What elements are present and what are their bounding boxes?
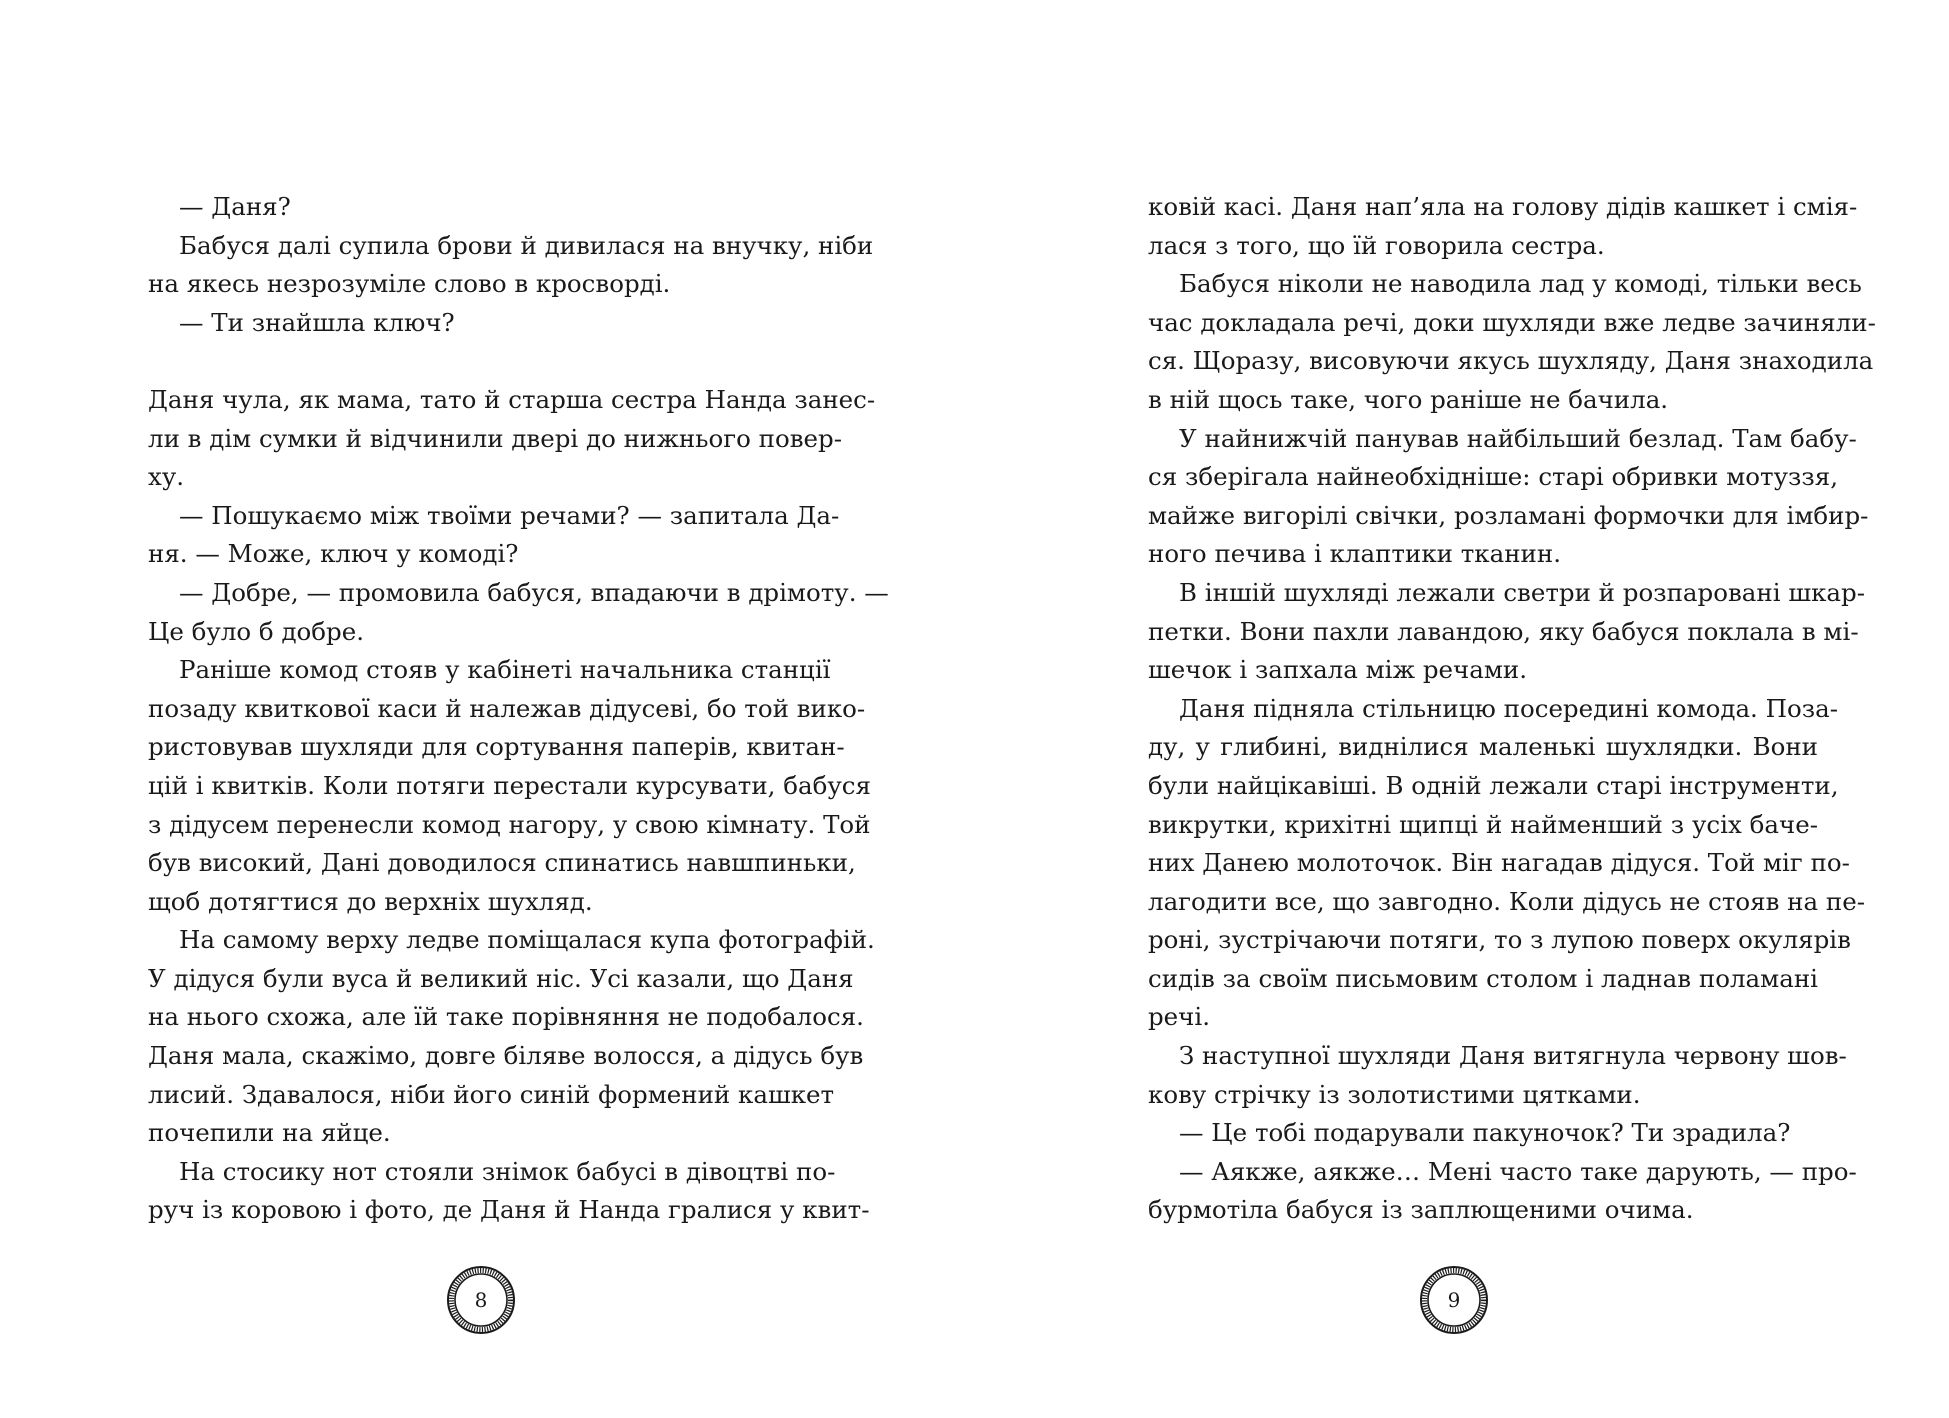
text-line: Бабуся ніколи не наводила лад у комоді, тільки весь: [1179, 269, 1862, 299]
text-line: почепили на яйце.: [148, 1118, 391, 1148]
text-line: петки. Вони пахли лавандою, яку бабуся поклала в мі-: [1148, 616, 1859, 646]
text-line: на нього схожа, але їй таке порівняння не подобалося.: [148, 1002, 864, 1032]
text-line: — Добре, — промовила бабуся, впадаючи в дрімоту. —: [179, 577, 889, 607]
text-line: На самому верху ледве поміщалася купа фотографій.: [179, 925, 875, 955]
text-line: — Ти знайшла ключ?: [179, 307, 455, 337]
text-line: ли в дім сумки й відчинили двері до нижнього повер-: [148, 423, 842, 453]
text-line: шечок і запхала між речами.: [1148, 655, 1528, 685]
text-line: У дідуся були вуса й великий ніс. Усі казали, що Даня: [148, 963, 854, 993]
text-line: були найцікавіші. В одній лежали старі інструменти,: [1148, 770, 1839, 800]
text-line: У найнижчій панував найбільший безлад. Там бабу-: [1179, 423, 1857, 453]
text-line: кову стрічку із золотистими цятками.: [1148, 1079, 1641, 1109]
text-line: щоб дотягтися до верхніх шухляд.: [148, 886, 593, 916]
text-line: в ній щось таке, чого раніше не бачила.: [1148, 384, 1669, 414]
text-line: ного печива і клаптики тканин.: [1148, 539, 1561, 569]
page-number: 9: [1447, 1288, 1461, 1312]
text-line: ся. Щоразу, висовуючи якусь шухляду, Даня знаходила: [1148, 346, 1874, 376]
text-line: речі.: [1148, 1002, 1211, 1032]
page-number: 8: [474, 1288, 488, 1312]
text-line: Даня мала, скажімо, довге біляве волосся, а дідусь був: [148, 1041, 864, 1071]
text-line: викрутки, крихітні щипці й найменший з усіх баче-: [1148, 809, 1818, 839]
text-line: ристовував шухляди для сортування паперів, квитан-: [148, 732, 845, 762]
right-page-text: [1148, 188, 1876, 1230]
text-line: ху.: [148, 462, 185, 492]
text-line: сидів за своїм письмовим столом і ладнав поламані: [1148, 963, 1818, 993]
text-line: цій і квитків. Коли потяги перестали курсувати, бабуся: [148, 770, 871, 800]
page-number-badge: [445, 1264, 517, 1336]
text-line: них Данею молоточок. Він нагадав дідуся. Той міг по-: [1148, 848, 1850, 878]
text-line: ковій касі. Даня нап’яла на голову дідів кашкет і смія-: [1148, 192, 1858, 221]
text-line: лася з того, що їй говорила сестра.: [1148, 230, 1605, 260]
text-line: з дідусем перенесли комод нагору, у свою кімнату. Той: [148, 809, 871, 839]
text-line: — Пошукаємо між твоїми речами? — запитала Да-: [179, 500, 840, 530]
text-line: — Аякже, аякже… Мені часто таке дарують, — про-: [1179, 1156, 1857, 1186]
text-line: Раніше комод стояв у кабінеті начальника станції: [179, 655, 831, 685]
text-line: Це було б добре.: [148, 616, 365, 646]
text-line: роні, зустрічаючи потяги, то з лупою поверх окулярів: [1148, 925, 1851, 955]
text-line: ня. — Може, ключ у комоді?: [148, 539, 519, 569]
text-line: На стосику нот стояли знімок бабусі в дівоцтві по-: [179, 1156, 836, 1186]
page-number-badge: [1418, 1264, 1490, 1336]
text-line: В іншій шухляді лежали светри й розпаровані шкар-: [1179, 577, 1865, 607]
left-page-text: [148, 188, 889, 1230]
text-line: ся зберігала найнеобхідніше: старі обривки мотуззя,: [1148, 462, 1838, 492]
text-line: час докладала речі, доки шухляди вже ледве зачиняли-: [1148, 307, 1876, 337]
text-line: лагодити все, що завгодно. Коли дідусь не стояв на пе-: [1148, 886, 1866, 916]
text-line: — Це тобі подарували пакуночок? Ти зрадила?: [1179, 1118, 1791, 1148]
right-page: [975, 0, 1949, 1418]
text-line: — Даня?: [179, 192, 291, 221]
text-line: на якесь незрозуміле слово в кросворді.: [148, 269, 671, 299]
text-line: майже вигорілі свічки, розламані формочки для імбир-: [1148, 500, 1869, 530]
text-line: лисий. Здавалося, ніби його синій формений кашкет: [148, 1079, 835, 1109]
text-line: З наступної шухляди Даня витягнула червону шов-: [1179, 1041, 1847, 1071]
left-page: [0, 0, 974, 1418]
text-line: Бабуся далі супила брови й дивилася на внучку, ніби: [179, 230, 874, 260]
text-line: був високий, Дані доводилося спинатись навшпиньки,: [148, 848, 856, 878]
text-line: Даня підняла стільницю посередині комода. Поза-: [1179, 693, 1838, 723]
text-line: ду, у глибині, виднілися маленькі шухлядки. Вони: [1148, 732, 1818, 762]
text-line: бурмотіла бабуся із заплющеними очима.: [1148, 1195, 1694, 1225]
section-break: [148, 342, 818, 381]
text-line: руч із коровою і фото, де Даня й Нанда гралися у квит-: [148, 1195, 870, 1225]
text-line: позаду квиткової каси й належав дідусеві, бо той вико-: [148, 693, 866, 723]
text-line: Даня чула, як мама, тато й старша сестра Нанда занес-: [148, 384, 876, 414]
